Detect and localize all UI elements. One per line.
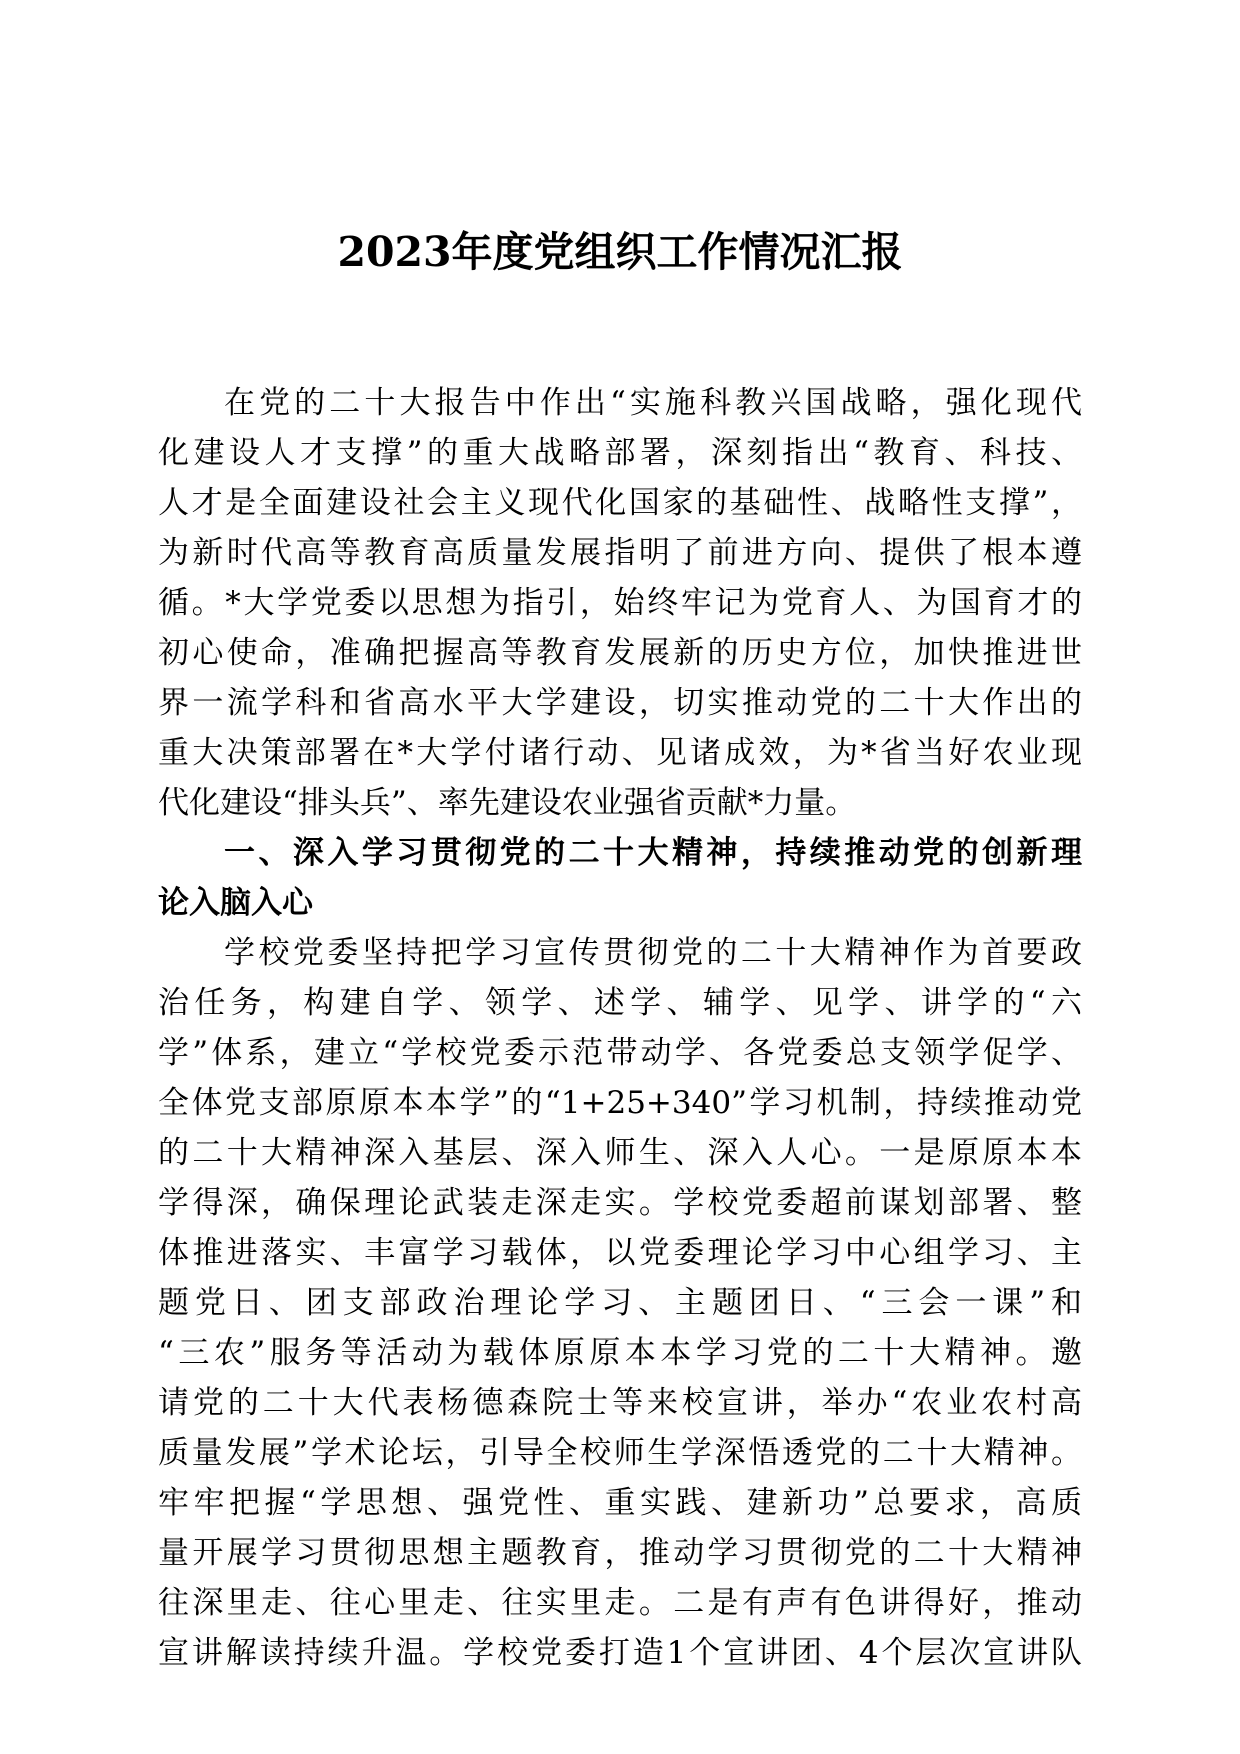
document-body [158,378,1082,1678]
paragraph-line: “三农”服务等活动为载体原原本本学习党的二十大精神。邀 [158,1335,1082,1371]
paragraph-line: 界一流学科和省高水平大学建设，切实推动党的二十大作出的 [158,685,1082,721]
paragraph-line: 请党的二十大代表杨德森院士等来校宣讲，举办“农业农村高 [158,1385,1082,1421]
paragraph-line: 治任务，构建自学、领学、述学、辅学、见学、讲学的“六 [158,985,1082,1021]
paragraph-line: 量开展学习贯彻思想主题教育，推动学习贯彻党的二十大精神 [158,1535,1082,1571]
paragraph-line: 为新时代高等教育高质量发展指明了前进方向、提供了根本遵 [158,535,1082,571]
section-heading-line: 一、深入学习贯彻党的二十大精神，持续推动党的创新理 [224,835,1082,871]
paragraph-line: 初心使命，准确把握高等教育发展新的历史方位，加快推进世 [158,635,1082,671]
paragraph-line: 质量发展”学术论坛，引导全校师生学深悟透党的二十大精神。 [158,1435,1082,1471]
paragraph-line: 宣讲解读持续升温。学校党委打造1个宣讲团、4个层次宣讲队 [158,1635,1082,1671]
paragraph-line: 学得深，确保理论武装走深走实。学校党委超前谋划部署、整 [158,1185,1082,1221]
paragraph-line: 体推进落实、丰富学习载体，以党委理论学习中心组学习、主 [158,1235,1082,1271]
paragraph-line: 学校党委坚持把学习宣传贯彻党的二十大精神作为首要政 [224,935,1082,971]
paragraph-line: 牢牢把握“学思想、强党性、重实践、建新功”总要求，高质 [158,1485,1082,1521]
document-title: 2023年度党组织工作情况汇报 [337,228,903,276]
paragraph-line: 全体党支部原原本本学”的“1+25+340”学习机制，持续推动党 [158,1085,1082,1121]
paragraph-line: 重大决策部署在*大学付诸行动、见诸成效，为*省当好农业现 [158,735,1082,771]
paragraph-line: 的二十大精神深入基层、深入师生、深入人心。一是原原本本 [158,1135,1082,1171]
paragraph-line: 往深里走、往心里走、往实里走。二是有声有色讲得好，推动 [158,1585,1082,1621]
paragraph-line: 循。*大学党委以思想为指引，始终牢记为党育人、为国育才的 [158,585,1082,621]
paragraph-line: 学”体系，建立“学校党委示范带动学、各党委总支领学促学、 [158,1035,1082,1071]
section-heading-line: 论入脑入心 [158,885,313,921]
paragraph-line: 代化建设“排头兵”、率先建设农业强省贡献*力量。 [158,785,857,821]
paragraph-line: 在党的二十大报告中作出“实施科教兴国战略，强化现代 [224,385,1082,421]
paragraph-line: 题党日、团支部政治理论学习、主题团日、“三会一课”和 [158,1285,1082,1321]
paragraph-line: 化建设人才支撑”的重大战略部署，深刻指出“教育、科技、 [158,435,1082,471]
paragraph-line: 人才是全面建设社会主义现代化国家的基础性、战略性支撑”， [158,485,1082,521]
